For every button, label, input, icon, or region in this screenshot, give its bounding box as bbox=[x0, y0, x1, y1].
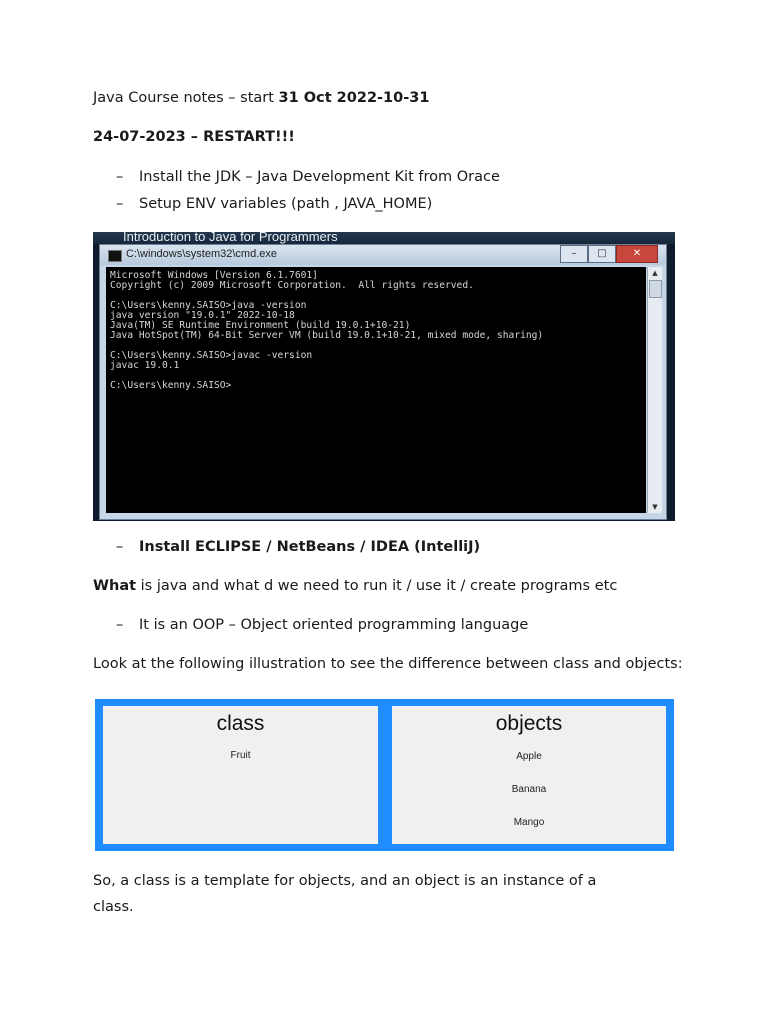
console-line: Java(TM) SE Runtime Environment (build 19.0.1+10-21) bbox=[110, 320, 411, 331]
cmd-titlebar bbox=[100, 245, 666, 265]
console-line: javac 19.0.1 bbox=[110, 360, 180, 371]
conclusion-line-1: So, a class is a template for objects, and an object is an instance of a bbox=[93, 873, 597, 889]
objects-panel bbox=[392, 706, 666, 844]
console-line: Copyright (c) 2009 Microsoft Corporation. All rights reserved. bbox=[110, 280, 474, 291]
console-line: C:\Users\kenny.SAISO>java -version bbox=[110, 300, 307, 311]
notes-heading bbox=[93, 90, 429, 106]
what-is-java-line bbox=[93, 578, 617, 594]
cmd-window-title: C:\windows\system32\cmd.exe bbox=[126, 248, 277, 260]
scroll-up-icon: ▲ bbox=[652, 269, 658, 277]
maximize-icon: □ bbox=[588, 245, 616, 263]
conclusion-line-2: class. bbox=[93, 899, 134, 915]
notes-heading-text: Java Course notes – start bbox=[93, 90, 279, 106]
close-icon: ✕ bbox=[616, 245, 658, 263]
bullet-oop: – It is an OOP – Object oriented programming language bbox=[116, 617, 529, 633]
console-line: C:\Users\kenny.SAISO> bbox=[110, 380, 232, 391]
what-bold: What bbox=[93, 578, 137, 594]
notes-heading-date: 31 Oct 2022-10-31 bbox=[278, 90, 430, 106]
scroll-down-icon: ▼ bbox=[652, 503, 658, 511]
bullet-text: Install the JDK – Java Development Kit from Orace bbox=[139, 169, 500, 185]
objects-title: objects bbox=[495, 712, 563, 735]
scroll-thumb bbox=[649, 280, 662, 298]
cmd-window bbox=[99, 244, 667, 520]
class-item: Fruit bbox=[230, 750, 251, 761]
bullet-text: It is an OOP – Object oriented programming language bbox=[139, 617, 529, 633]
class-title: class bbox=[216, 712, 265, 735]
what-rest: is java and what d we need to run it / use it / create programs etc bbox=[136, 578, 618, 594]
object-item: Banana bbox=[511, 784, 547, 795]
console-line: Java HotSpot(TM) 64-Bit Server VM (build 19.0.1+10-21, mixed mode, sharing) bbox=[110, 330, 544, 341]
object-item: Mango bbox=[513, 817, 545, 828]
object-item: Apple bbox=[516, 751, 542, 762]
class-panel bbox=[103, 706, 378, 844]
console-line: C:\Users\kenny.SAISO>javac -version bbox=[110, 350, 313, 361]
console-output bbox=[106, 267, 646, 513]
bullet-install-ide: – Install ECLIPSE / NetBeans / IDEA (IntelliJ) bbox=[116, 539, 481, 555]
cmd-icon bbox=[108, 250, 122, 262]
screenshot-outer-title: Introduction to Java for Programmers bbox=[123, 232, 338, 244]
bullet-text: Install ECLIPSE / NetBeans / IDEA (IntelliJ) bbox=[139, 539, 481, 555]
minimize-icon: – bbox=[560, 245, 588, 263]
console-line: Microsoft Windows [Version 6.1.7601] bbox=[110, 270, 318, 281]
console-line: java version "19.0.1" 2022-10-18 bbox=[110, 310, 295, 321]
class-objects-illustration bbox=[95, 699, 674, 851]
illustration-intro: Look at the following illustration to see the difference between class and objects: bbox=[93, 656, 683, 672]
console-scrollbar bbox=[647, 267, 662, 513]
bullet-text: Setup ENV variables (path , JAVA_HOME) bbox=[139, 196, 433, 212]
cmd-screenshot bbox=[93, 232, 675, 521]
bullet-install-jdk: – Install the JDK – Java Development Kit from Orace bbox=[116, 169, 500, 185]
bullet-env-variables: – Setup ENV variables (path , JAVA_HOME) bbox=[116, 196, 433, 212]
restart-line: 24-07-2023 – RESTART!!! bbox=[93, 129, 295, 145]
